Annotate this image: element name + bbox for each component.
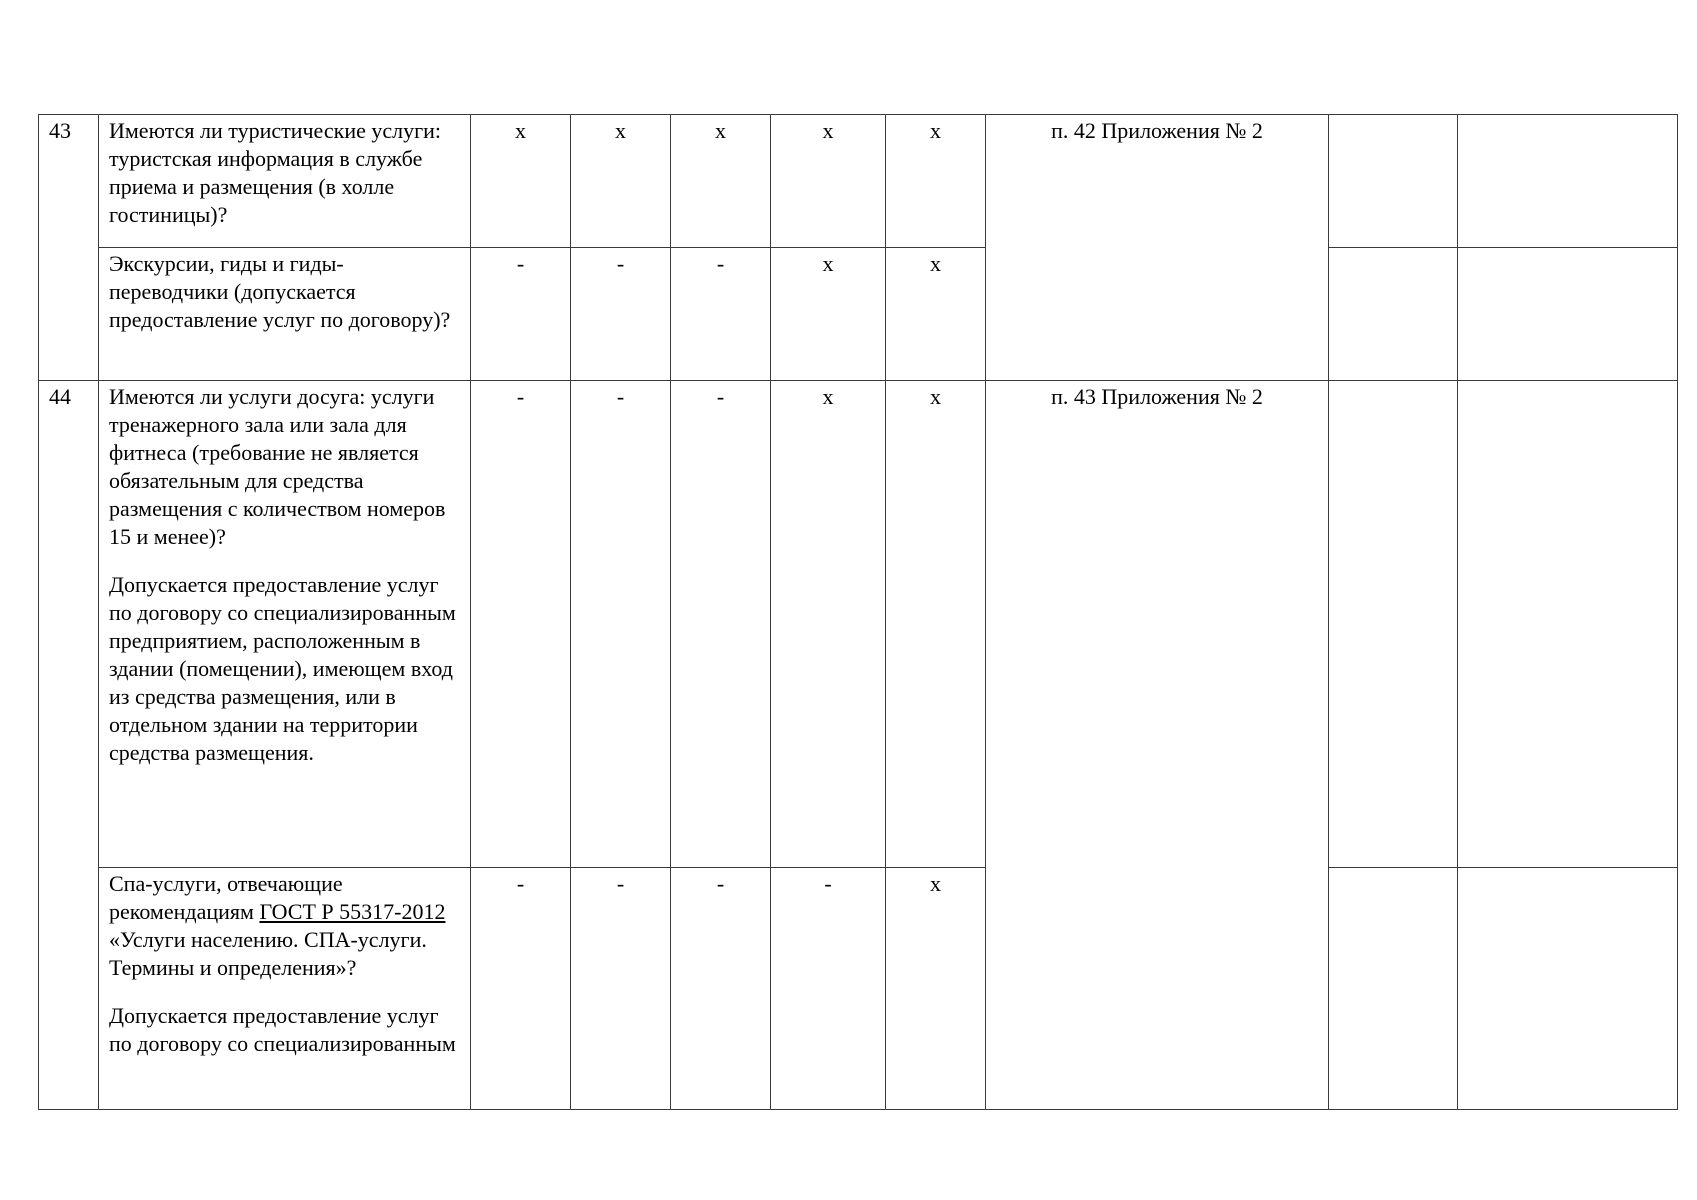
mark-cell: x [886,381,986,868]
mark-cell: x [886,115,986,248]
gost-link[interactable]: ГОСТ Р 55317-2012 [259,899,446,924]
table-row [39,248,1678,381]
comment-cell[interactable] [1458,248,1678,381]
question-cell [99,868,471,1110]
question-text-end: «Услуги населению. СПА-услуги. Термины и определения»? [109,927,427,980]
mark-cell: - [671,381,771,868]
mark-cell: x [571,115,671,248]
mark-cell: x [886,248,986,381]
question-text [109,870,460,982]
mark-cell: x [471,115,571,248]
question-cell [99,248,471,381]
mark-cell: x [771,248,886,381]
comment-cell[interactable] [1458,868,1678,1110]
mark-cell: x [771,381,886,868]
mark-cell: - [571,248,671,381]
question-cell [99,115,471,248]
question-text: Имеются ли туристические услуги: туристская информация в службе приема и размещения (в холле гостиницы)? [109,118,442,227]
table-row [39,115,1678,248]
item-number: 44 [39,381,99,1110]
mark-cell: x [771,115,886,248]
comment-cell[interactable] [1458,381,1678,868]
table-row [39,381,1678,868]
question-note: Допускается предоставление услуг по договору со специализированным предприятием, расположенным в здании (помещении), имеющем вход из средства размещения, или в отдельном здании на территории средства размещения. [109,572,456,765]
comment-cell[interactable] [1458,115,1678,248]
mark-cell: - [471,248,571,381]
question-note: Допускается предоставление услуг по договору со специализированным [109,1003,456,1056]
mark-cell: - [571,381,671,868]
mark-cell: - [671,868,771,1110]
answer-cell[interactable] [1329,248,1458,381]
checklist-table [38,114,1678,1110]
question-text-start: Спа-услуги, отвечающие рекомендациям [109,871,343,924]
question-cell [99,381,471,868]
question-text: Экскурсии, гиды и гиды-переводчики (допускается предоставление услуг по договору)? [109,251,451,332]
mark-cell: - [571,868,671,1110]
question-text: Имеются ли услуги досуга: услуги тренажерного зала или зала для фитнеса (требование не является обязательным для средства размещения с количеством номеров 15 и менее)? [109,384,446,549]
item-number: 43 [39,115,99,381]
mark-cell: - [471,868,571,1110]
reference-cell: п. 43 Приложения № 2 [986,381,1329,1110]
mark-cell: x [886,868,986,1110]
mark-cell: - [671,248,771,381]
mark-cell: x [671,115,771,248]
answer-cell[interactable] [1329,381,1458,868]
mark-cell: - [771,868,886,1110]
mark-cell: - [471,381,571,868]
answer-cell[interactable] [1329,868,1458,1110]
answer-cell[interactable] [1329,115,1458,248]
reference-cell: п. 42 Приложения № 2 [986,115,1329,381]
table-row [39,868,1678,1110]
